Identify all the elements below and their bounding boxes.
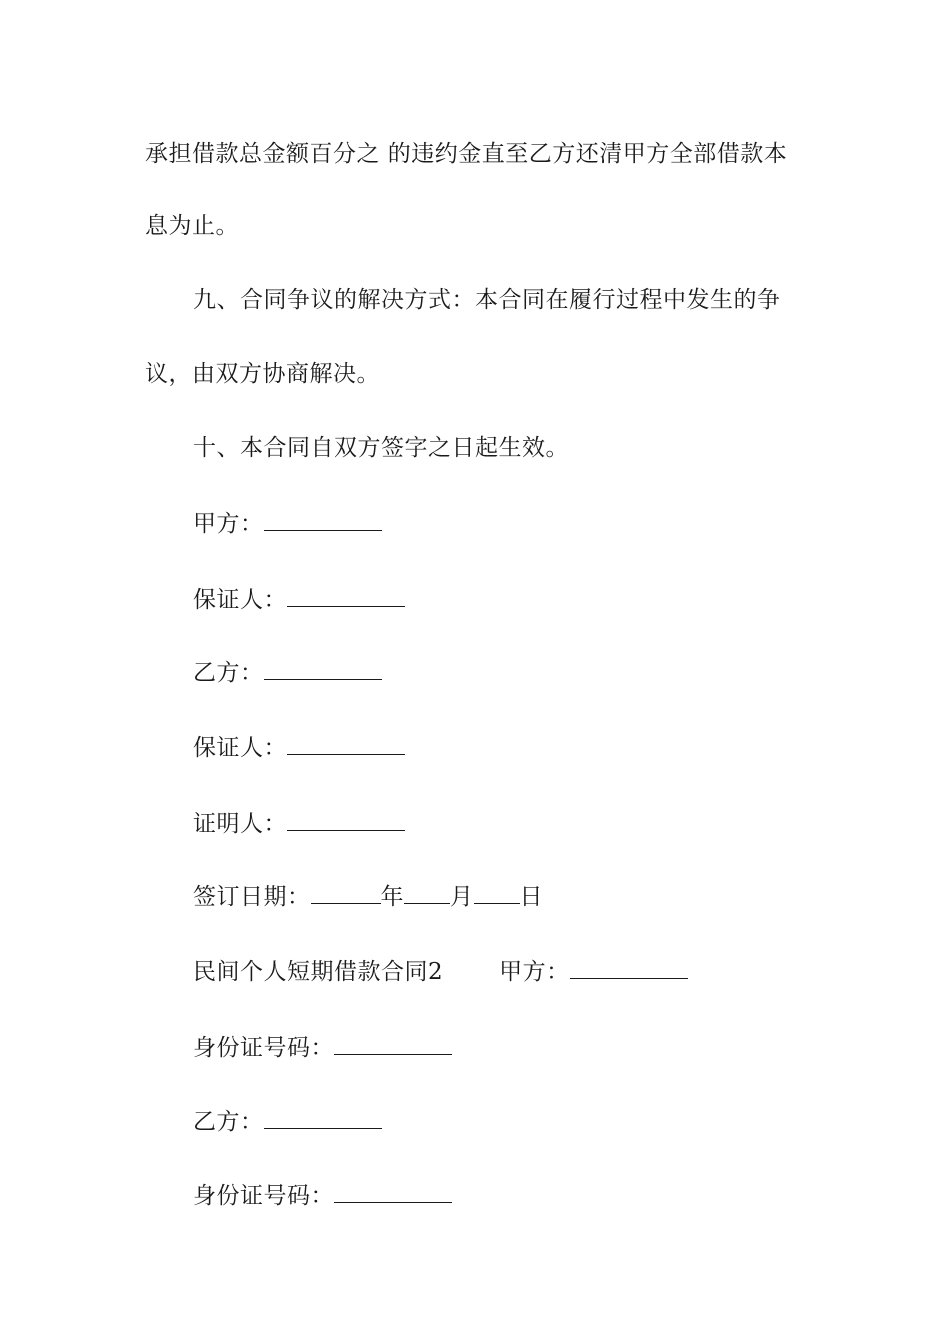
guarantor-b-signature-line xyxy=(193,732,405,763)
clause-8-line-2: 息为止。 xyxy=(145,213,239,239)
month-blank xyxy=(404,881,450,904)
contract-2-party-b-blank xyxy=(264,1106,382,1129)
party-b-blank xyxy=(264,657,382,680)
party-a-label: 甲方： xyxy=(193,511,264,537)
clause-8-line-1: 承担借款总金额百分之 的违约金直至乙方还清甲方全部借款本 xyxy=(145,141,788,167)
party-b-signature-line xyxy=(193,657,382,688)
party-a-id-label: 身份证号码： xyxy=(193,1035,334,1061)
contract-2-party-a-blank xyxy=(570,956,688,979)
witness-signature-line xyxy=(193,808,405,839)
guarantor-b-label: 保证人： xyxy=(193,735,287,761)
guarantor-a-label: 保证人： xyxy=(193,587,287,613)
sign-date-line xyxy=(193,881,543,912)
party-a-id-blank xyxy=(334,1032,452,1055)
contract-2-heading-line xyxy=(193,956,688,987)
contract-2-party-a-id-line xyxy=(193,1032,452,1063)
guarantor-a-blank xyxy=(287,584,405,607)
contract-2-party-b-id-line xyxy=(193,1180,452,1211)
contract-2-title: 民间个人短期借款合同2 xyxy=(193,959,444,985)
witness-label: 证明人： xyxy=(193,811,287,837)
witness-blank xyxy=(287,808,405,831)
party-b-label: 乙方： xyxy=(193,660,264,686)
contract-2-party-a-label: 甲方： xyxy=(499,959,570,985)
party-a-signature-line xyxy=(193,508,382,539)
contract-2-party-b-label: 乙方： xyxy=(193,1109,264,1135)
year-blank xyxy=(311,881,381,904)
sign-date-label: 签订日期： xyxy=(193,884,311,910)
party-a-blank xyxy=(264,508,382,531)
clause-9-line-2: 议，由双方协商解决。 xyxy=(145,361,380,387)
guarantor-a-signature-line xyxy=(193,584,405,615)
day-unit: 日 xyxy=(519,884,543,910)
day-blank xyxy=(474,881,520,904)
year-unit: 年 xyxy=(380,884,404,910)
clause-10: 十、本合同自双方签字之日起生效。 xyxy=(193,435,569,461)
party-b-id-label: 身份证号码： xyxy=(193,1183,334,1209)
contract-2-party-b-line xyxy=(193,1106,382,1137)
party-b-id-blank xyxy=(334,1180,452,1203)
month-unit: 月 xyxy=(450,884,474,910)
guarantor-b-blank xyxy=(287,732,405,755)
clause-9-line-1: 九、合同争议的解决方式：本合同在履行过程中发生的争 xyxy=(193,287,781,313)
